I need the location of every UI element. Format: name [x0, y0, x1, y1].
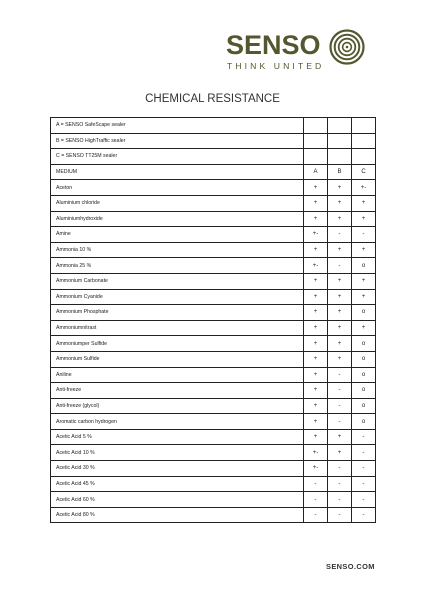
- rating-c-cell: o: [352, 367, 376, 383]
- rating-b-cell: -: [328, 507, 352, 523]
- medium-cell: Ammonia 25 %: [51, 258, 304, 274]
- medium-cell: Aluminium chloride: [51, 195, 304, 211]
- rating-b-cell: +: [328, 320, 352, 336]
- rating-b-cell: -: [328, 461, 352, 477]
- rating-c-cell: o: [352, 336, 376, 352]
- rating-a-cell: +: [304, 195, 328, 211]
- table-row: [51, 258, 376, 274]
- rating-b-cell: +: [328, 336, 352, 352]
- medium-cell: Ammoniumnitrast: [51, 320, 304, 336]
- concentric-rings-icon: [329, 29, 365, 65]
- table-row: [51, 305, 376, 321]
- rating-b-cell: +: [328, 242, 352, 258]
- medium-cell: Acetic Acid 30 %: [51, 461, 304, 477]
- rating-c-cell: +: [352, 242, 376, 258]
- table-row: [51, 242, 376, 258]
- rating-c-cell: -: [352, 227, 376, 243]
- table-row: [51, 507, 376, 523]
- header-a: A: [304, 164, 328, 180]
- rating-a-cell: +: [304, 429, 328, 445]
- rating-c-cell: o: [352, 351, 376, 367]
- brand-tagline: THINK UNITED: [227, 61, 325, 71]
- header-medium: MEDIUM: [51, 164, 304, 180]
- rating-c-cell: -: [352, 461, 376, 477]
- table-row: [51, 476, 376, 492]
- medium-cell: Aromatic carbon hydrogen: [51, 414, 304, 430]
- rating-b-cell: -: [328, 492, 352, 508]
- rating-b-cell: +: [328, 195, 352, 211]
- medium-cell: Acetic Acid 60 %: [51, 492, 304, 508]
- rating-b-cell: +: [328, 305, 352, 321]
- rating-b-cell: +: [328, 289, 352, 305]
- medium-cell: Acetic Acid 10 %: [51, 445, 304, 461]
- legend-a: A = SENSO SafeScape sealer: [51, 118, 304, 134]
- table-row: [51, 461, 376, 477]
- rating-c-cell: o: [352, 398, 376, 414]
- rating-a-cell: +: [304, 336, 328, 352]
- rating-a-cell: +: [304, 320, 328, 336]
- medium-cell: Ammonia 10 %: [51, 242, 304, 258]
- medium-cell: Ammonium Phosphate: [51, 305, 304, 321]
- medium-cell: Acetic Acid 80 %: [51, 507, 304, 523]
- table-row: [51, 383, 376, 399]
- header-row: [51, 164, 376, 180]
- rating-b-cell: -: [328, 227, 352, 243]
- table-row: [51, 195, 376, 211]
- rating-b-cell: -: [328, 398, 352, 414]
- medium-cell: Acetic Acid 5 %: [51, 429, 304, 445]
- rating-a-cell: +: [304, 211, 328, 227]
- rating-b-cell: +: [328, 180, 352, 196]
- medium-cell: Aniline: [51, 367, 304, 383]
- rating-a-cell: +: [304, 398, 328, 414]
- medium-cell: Aluminiumhydroxide: [51, 211, 304, 227]
- medium-cell: Ammonium Sulfide: [51, 351, 304, 367]
- rating-a-cell: +: [304, 305, 328, 321]
- table-row: [51, 227, 376, 243]
- table-row: [51, 273, 376, 289]
- table-row: [51, 289, 376, 305]
- table-row: [51, 492, 376, 508]
- table-row: [51, 320, 376, 336]
- medium-cell: Ammoniumper Sulfide: [51, 336, 304, 352]
- rating-c-cell: -: [352, 507, 376, 523]
- chemical-resistance-table: [50, 117, 376, 523]
- rating-a-cell: +: [304, 180, 328, 196]
- rating-b-cell: +: [328, 351, 352, 367]
- table-row: [51, 414, 376, 430]
- rating-a-cell: +: [304, 383, 328, 399]
- medium-cell: Ammonium Cyanide: [51, 289, 304, 305]
- rating-a-cell: +-: [304, 461, 328, 477]
- rating-c-cell: -: [352, 492, 376, 508]
- header-b: B: [328, 164, 352, 180]
- rating-c-cell: +: [352, 273, 376, 289]
- table-row: [51, 398, 376, 414]
- brand-wordmark: SENSO: [226, 30, 321, 60]
- rating-a-cell: +: [304, 351, 328, 367]
- rating-b-cell: +: [328, 429, 352, 445]
- table-row: [51, 336, 376, 352]
- brand-logo: [226, 30, 386, 74]
- rating-a-cell: -: [304, 476, 328, 492]
- rating-a-cell: +: [304, 289, 328, 305]
- document-title: CHEMICAL RESISTANCE: [145, 93, 280, 105]
- rating-c-cell: o: [352, 305, 376, 321]
- rating-a-cell: -: [304, 492, 328, 508]
- rating-a-cell: +-: [304, 258, 328, 274]
- rating-a-cell: +: [304, 242, 328, 258]
- rating-a-cell: -: [304, 507, 328, 523]
- rating-c-cell: o: [352, 414, 376, 430]
- medium-cell: Acetic Acid 45 %: [51, 476, 304, 492]
- rating-c-cell: -: [352, 429, 376, 445]
- legend-row: [51, 118, 376, 134]
- table-row: [51, 429, 376, 445]
- medium-cell: Anti-freeze (glycol): [51, 398, 304, 414]
- rating-c-cell: +: [352, 289, 376, 305]
- rating-b-cell: -: [328, 414, 352, 430]
- rating-b-cell: -: [328, 367, 352, 383]
- table-row: [51, 180, 376, 196]
- legend-row: [51, 133, 376, 149]
- rating-c-cell: +: [352, 320, 376, 336]
- rating-a-cell: +: [304, 414, 328, 430]
- rating-c-cell: -: [352, 445, 376, 461]
- rating-c-cell: +: [352, 211, 376, 227]
- rating-a-cell: +: [304, 367, 328, 383]
- table-row: [51, 351, 376, 367]
- legend-b: B = SENSO HighTraffic sealer: [51, 133, 304, 149]
- rating-a-cell: +-: [304, 445, 328, 461]
- medium-cell: Amine: [51, 227, 304, 243]
- rating-c-cell: o: [352, 258, 376, 274]
- rating-c-cell: o: [352, 383, 376, 399]
- rating-a-cell: +: [304, 273, 328, 289]
- rating-b-cell: +: [328, 445, 352, 461]
- rating-c-cell: -: [352, 476, 376, 492]
- rating-b-cell: -: [328, 383, 352, 399]
- rating-a-cell: +-: [304, 227, 328, 243]
- rating-b-cell: -: [328, 476, 352, 492]
- medium-cell: Anti-freeze: [51, 383, 304, 399]
- rating-c-cell: +-: [352, 180, 376, 196]
- rating-b-cell: -: [328, 258, 352, 274]
- rating-c-cell: +: [352, 195, 376, 211]
- table-row: [51, 445, 376, 461]
- rating-b-cell: +: [328, 273, 352, 289]
- medium-cell: Ammonium Carbonate: [51, 273, 304, 289]
- table-row: [51, 211, 376, 227]
- table-row: [51, 367, 376, 383]
- medium-cell: Aceton: [51, 180, 304, 196]
- header-c: C: [352, 164, 376, 180]
- legend-row: [51, 149, 376, 165]
- footer-url: SENSO.COM: [326, 562, 375, 571]
- legend-c: C = SENSO TT25M sealer: [51, 149, 304, 165]
- rating-b-cell: +: [328, 211, 352, 227]
